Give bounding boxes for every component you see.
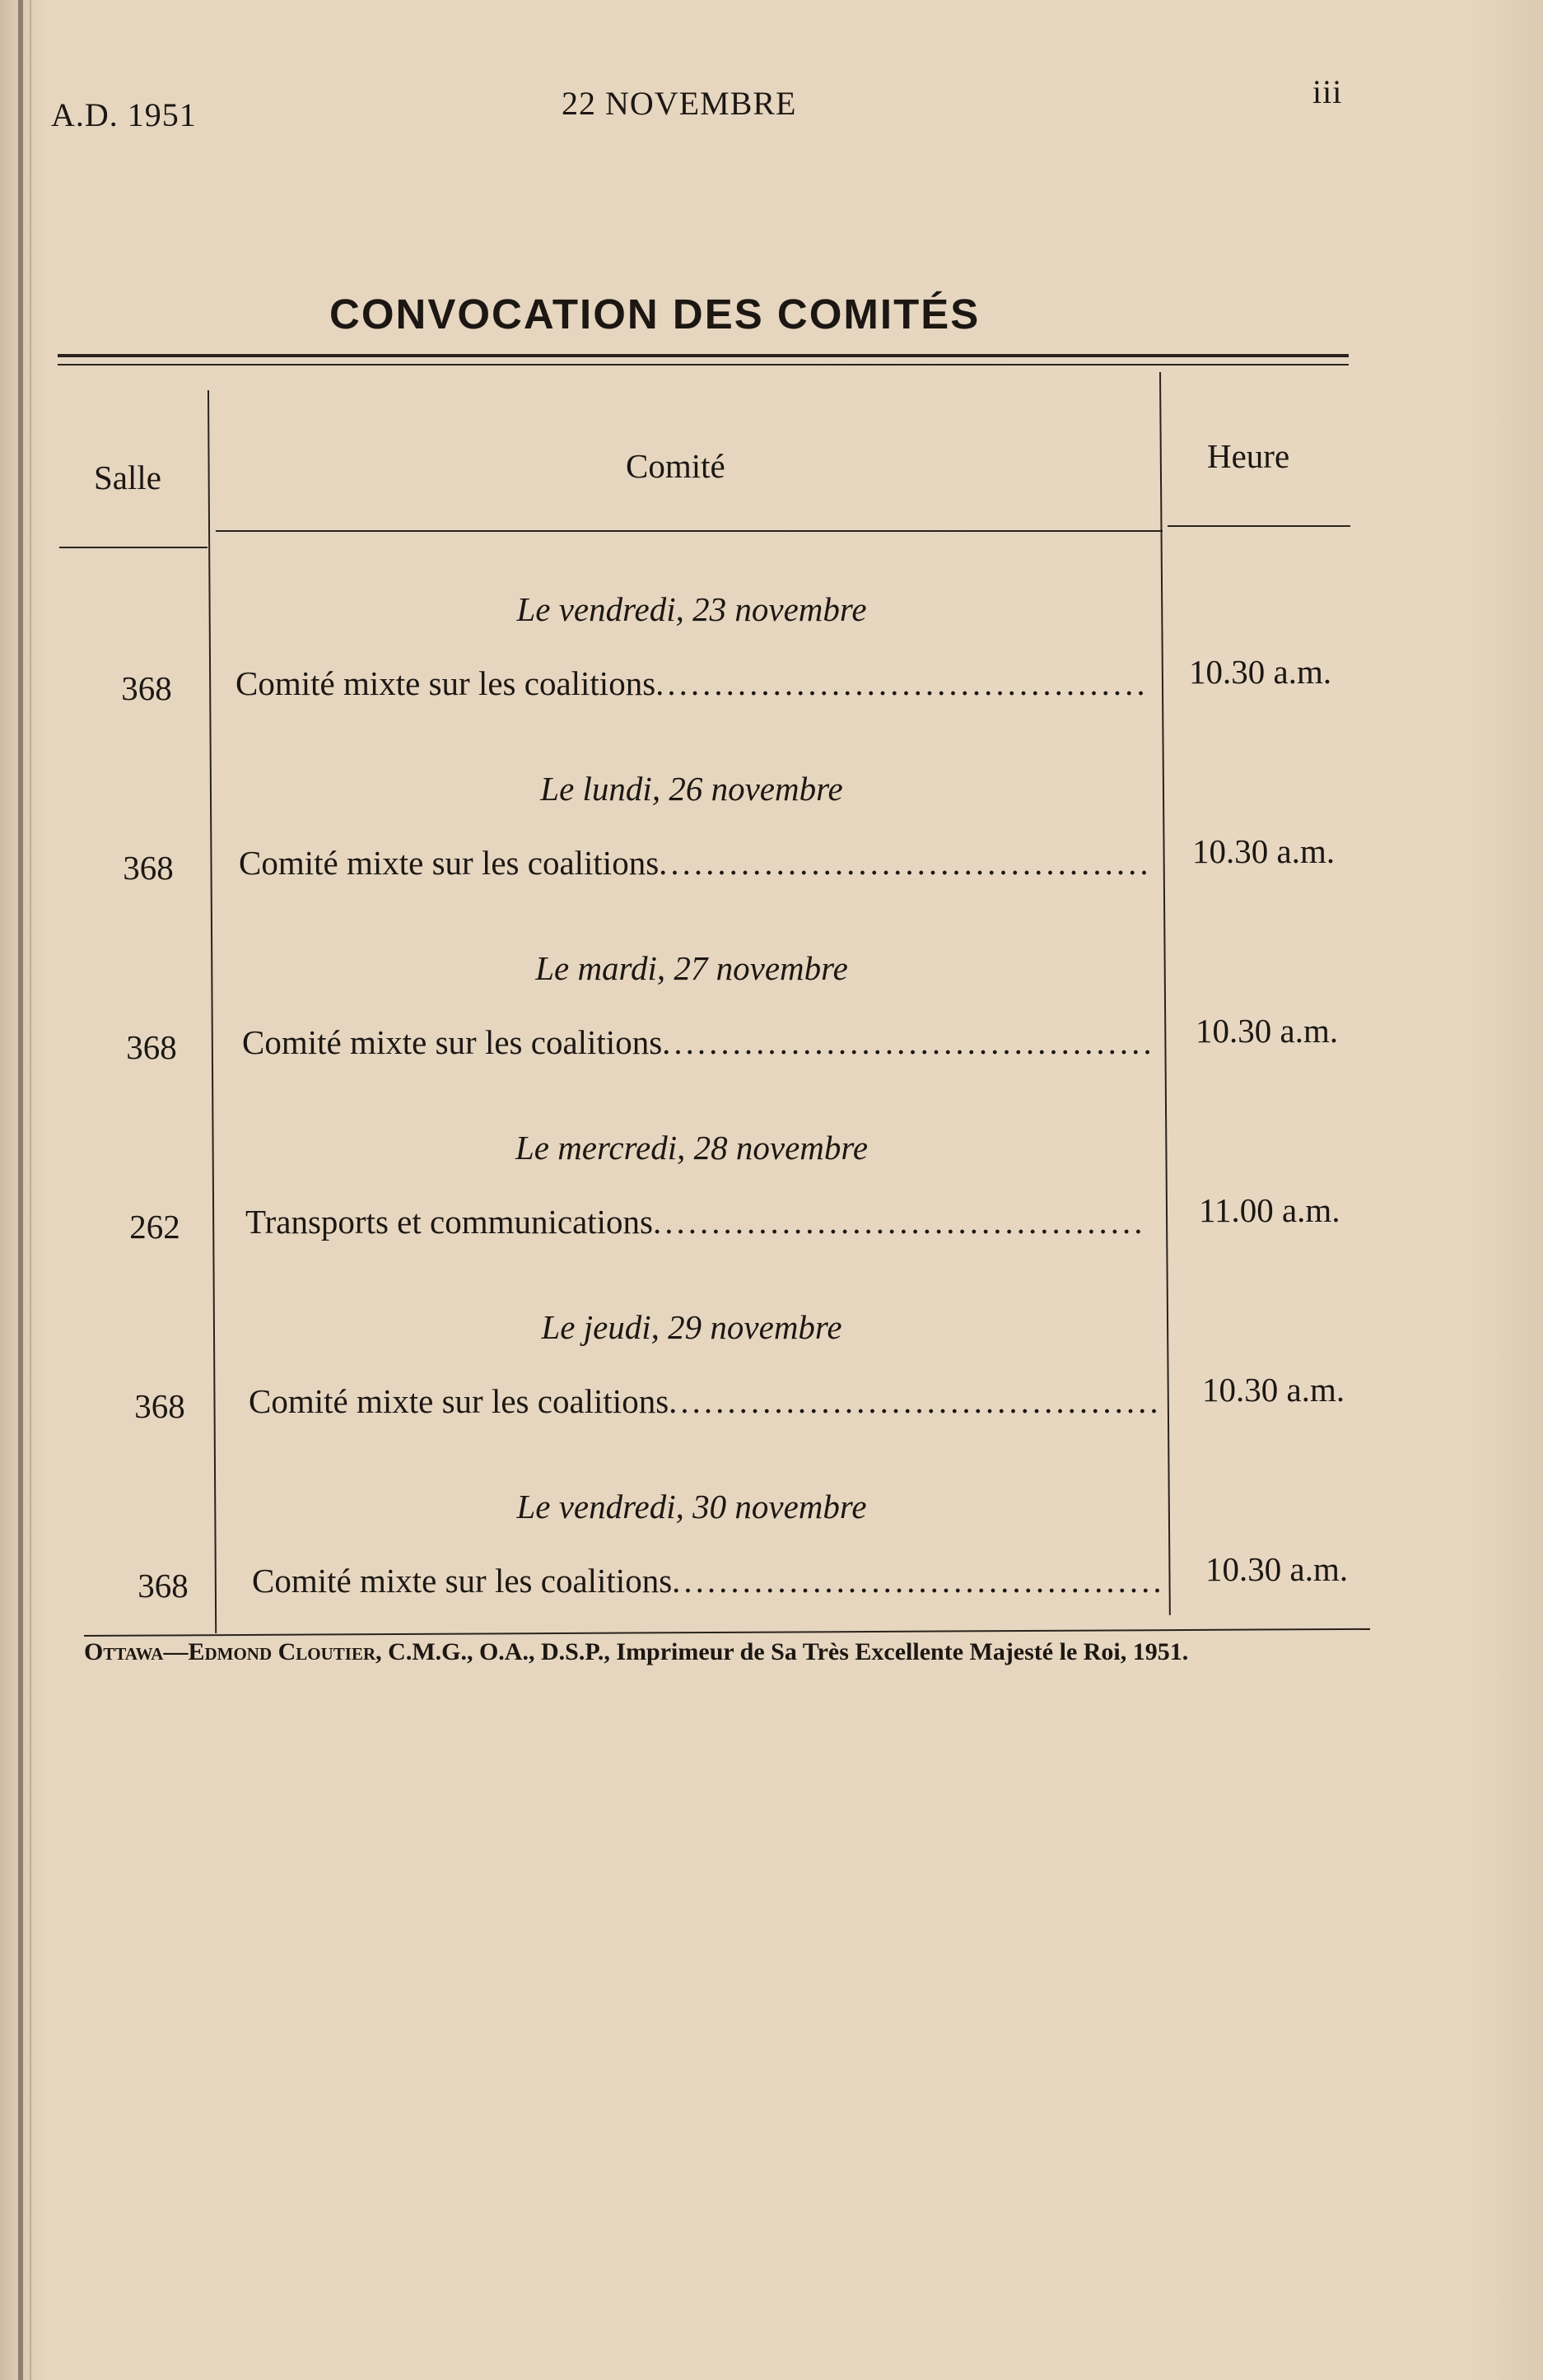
column-header-comite: Comité [626, 447, 725, 485]
table-bottom-rule [84, 1628, 1370, 1637]
header-rule-heure [1168, 525, 1350, 527]
column-divider-left [207, 390, 217, 1633]
binding-edge-shadow [30, 0, 31, 2380]
entry-date: Le jeudi, 29 novembre [541, 1308, 842, 1346]
header-year: A.D. 1951 [51, 96, 197, 133]
entry-salle: 368 [123, 849, 174, 887]
column-header-salle: Salle [94, 459, 161, 496]
entry-salle: 368 [121, 669, 172, 707]
entry-heure: 10.30 a.m. [1192, 832, 1336, 870]
title-rule-bottom [58, 364, 1349, 366]
entry-date: Le vendredi, 23 novembre [516, 590, 867, 628]
column-header-heure: Heure [1207, 437, 1290, 475]
entry-heure: 10.30 a.m. [1202, 1371, 1345, 1409]
header-rule-salle [59, 547, 207, 548]
header-date: 22 NOVEMBRE [562, 85, 797, 122]
entry-heure: 10.30 a.m. [1189, 653, 1332, 691]
entry-salle: 262 [129, 1208, 180, 1246]
entry-date: Le vendredi, 30 novembre [516, 1488, 867, 1525]
entry-date: Le lundi, 26 novembre [540, 770, 843, 808]
page-title: CONVOCATION DES COMITÉS [329, 291, 981, 338]
entry-salle: 368 [138, 1567, 189, 1605]
column-divider-right [1159, 372, 1171, 1615]
entry-comite: Comité mixte sur les coalitions.......................................... [242, 1023, 1155, 1061]
entry-salle: 368 [134, 1387, 185, 1425]
binding-edge [18, 0, 23, 2380]
entry-comite: Comité mixte sur les coalitions.......................................... [239, 844, 1152, 882]
entry-heure: 10.30 a.m. [1205, 1550, 1349, 1588]
entry-comite: Comité mixte sur les coalitions.......................................... [249, 1382, 1162, 1420]
header-rule-comite [216, 530, 1163, 532]
entry-comite: Comité mixte sur les coalitions.......................................... [252, 1562, 1165, 1600]
entry-date: Le mercredi, 28 novembre [515, 1129, 869, 1167]
title-rule-top [58, 354, 1349, 357]
entry-comite: Transports et communications.......................................... [245, 1203, 1146, 1241]
entry-salle: 368 [126, 1028, 177, 1066]
printer-imprint: Ottawa—Edmond Cloutier, C.M.G., O.A., D.S.P., Imprimeur de Sa Très Excellente Majesté le Roi, 1951. [84, 1638, 1189, 1665]
entry-heure: 11.00 a.m. [1199, 1191, 1340, 1229]
entry-heure: 10.30 a.m. [1196, 1012, 1339, 1050]
entry-comite: Comité mixte sur les coalitions.......................................... [235, 664, 1149, 702]
page-number: iii [1312, 73, 1343, 110]
entry-date: Le mardi, 27 novembre [535, 949, 848, 987]
